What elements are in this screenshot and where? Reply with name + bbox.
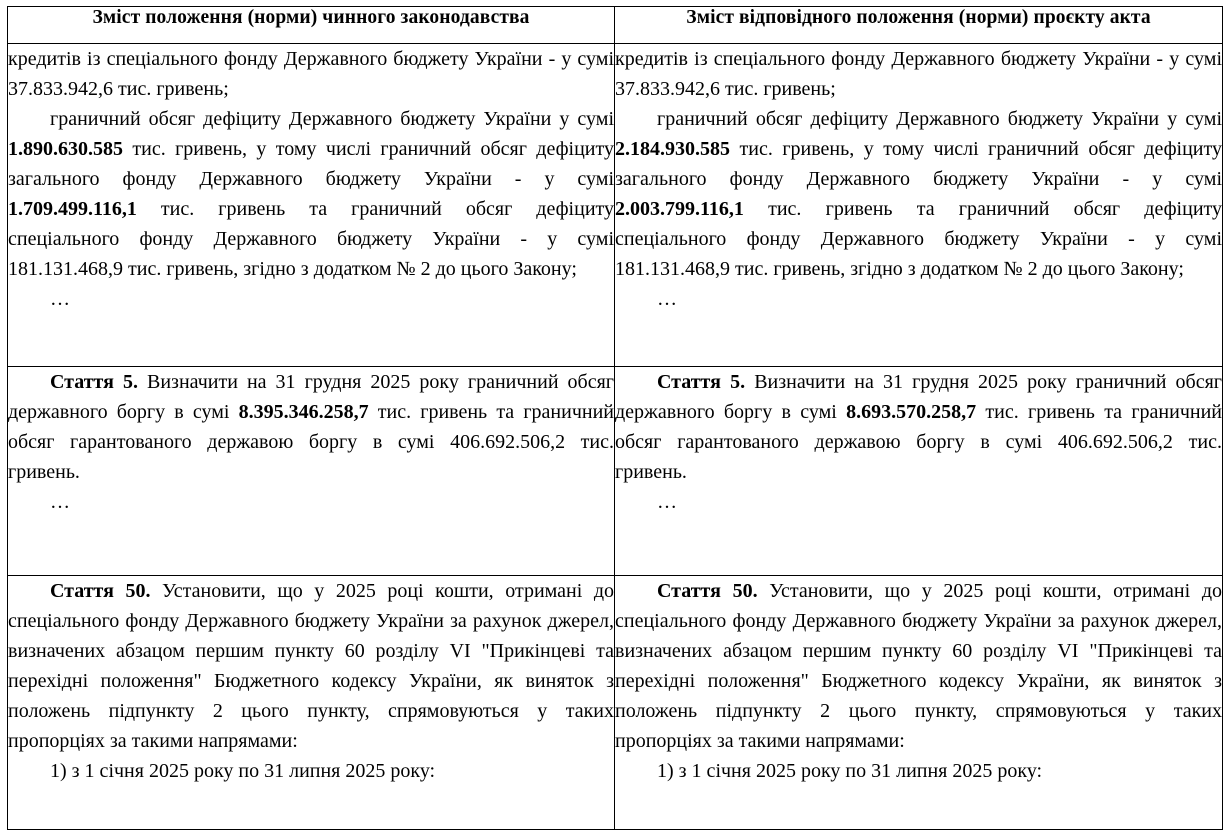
cell-draft-budget-deficit — [615, 44, 1223, 367]
text-segment: Установити, що у 2025 році кошти, отримані до спеціального фонду Державного бюджету України за рахунок джерел, визначених абзацом першим пункту 60 розділу VI "Прикінцеві та перехідні положення" Бюджетного кодексу України, як виняток з положень підпункту 2 цього пункту, спрямовуються у таких пропорціях за такими напрямами: — [8, 580, 615, 752]
text-segment: Визначити на 31 грудня 2025 року граничний обсяг державного боргу в сумі — [615, 371, 1222, 423]
column-header-current-legislation: Зміст положення (норми) чинного законодавства — [8, 7, 615, 44]
article-number-label: Стаття 5. — [657, 371, 746, 393]
table-header — [8, 7, 1223, 44]
article-number-label: Стаття 5. — [50, 371, 138, 393]
amount-general-fund-deficit: 1.709.499.116,1 — [8, 198, 137, 220]
amount-total-deficit: 2.184.930.585 — [615, 138, 730, 160]
ellipsis-marker: … — [50, 491, 71, 513]
amount-general-fund-deficit: 2.003.799.116,1 — [615, 198, 744, 220]
amount-total-deficit: 1.890.630.585 — [8, 138, 123, 160]
ellipsis-marker: … — [50, 288, 71, 310]
text-segment: тис. гривень, у тому числі граничний обсяг дефіциту загального фонду Державного бюджету України - у сумі — [8, 138, 614, 190]
table-row — [8, 576, 1223, 830]
header-row — [8, 7, 1223, 44]
cell-current-article-50 — [8, 576, 615, 830]
ellipsis-marker: … — [657, 491, 678, 513]
paragraph-deficit-limits — [615, 104, 1222, 284]
text-segment: тис. гривень, у тому числі граничний обсяг дефіциту загального фонду Державного бюджету України - у сумі — [615, 138, 1222, 190]
paragraph-period-item-1: 1) з 1 січня 2025 року по 31 липня 2025 року: — [50, 760, 436, 782]
table-body — [8, 44, 1223, 830]
cell-current-article-5 — [8, 367, 615, 576]
comparison-table — [7, 6, 1223, 830]
cell-draft-article-5 — [615, 367, 1223, 576]
text-segment: граничний обсяг дефіциту Державного бюджету України у сумі — [657, 108, 1222, 130]
paragraph-article-50 — [615, 576, 1222, 756]
paragraph-period-item-1: 1) з 1 січня 2025 року по 31 липня 2025 року: — [657, 760, 1043, 782]
paragraph-credits-special-fund: кредитів із спеціального фонду Державного бюджету України - у сумі 37.833.942,6 тис. гривень; — [615, 48, 1222, 100]
amount-state-debt-limit: 8.395.346.258,7 — [238, 401, 369, 423]
article-number-label: Стаття 50. — [657, 580, 758, 602]
text-segment: тис. гривень та граничний обсяг дефіциту спеціального фонду Державного бюджету України - у сумі 181.131.468,9 тис. гривень, згідно з додатком № 2 до цього Закону; — [615, 198, 1222, 280]
text-segment: тис. гривень та граничний обсяг гарантованого державою боргу в сумі 406.692.506,2 тис. гривень. — [615, 401, 1222, 483]
paragraph-article-50 — [8, 576, 614, 756]
text-segment: тис. гривень та граничний обсяг гарантованого державою боргу в сумі 406.692.506,2 тис. гривень. — [8, 401, 614, 483]
table-row — [8, 367, 1223, 576]
paragraph-credits-special-fund: кредитів із спеціального фонду Державного бюджету України - у сумі 37.833.942,6 тис. гривень; — [8, 48, 614, 100]
cell-current-budget-deficit — [8, 44, 615, 367]
cell-draft-article-50 — [615, 576, 1223, 830]
text-segment: Визначити на 31 грудня 2025 року граничний обсяг державного боргу в сумі — [8, 371, 614, 423]
column-header-draft-act: Зміст відповідного положення (норми) проєкту акта — [615, 7, 1223, 44]
paragraph-article-5 — [8, 367, 614, 487]
article-number-label: Стаття 50. — [50, 580, 151, 602]
text-segment: тис. гривень та граничний обсяг дефіциту спеціального фонду Державного бюджету України - у сумі 181.131.468,9 тис. гривень, згідно з додатком № 2 до цього Закону; — [8, 198, 614, 280]
paragraph-article-5 — [615, 367, 1222, 487]
ellipsis-marker: … — [657, 288, 678, 310]
paragraph-deficit-limits — [8, 104, 614, 284]
amount-state-debt-limit: 8.693.570.258,7 — [846, 401, 977, 423]
text-segment: Установити, що у 2025 році кошти, отримані до спеціального фонду Державного бюджету України за рахунок джерел, визначених абзацом першим пункту 60 розділу VI "Прикінцеві та перехідні положення" Бюджетного кодексу України, як виняток з положень підпункту 2 цього пункту, спрямовуються у таких пропорціях за такими напрямами: — [615, 580, 1223, 752]
text-segment: граничний обсяг дефіциту Державного бюджету України у сумі — [50, 108, 614, 130]
table-row — [8, 44, 1223, 367]
